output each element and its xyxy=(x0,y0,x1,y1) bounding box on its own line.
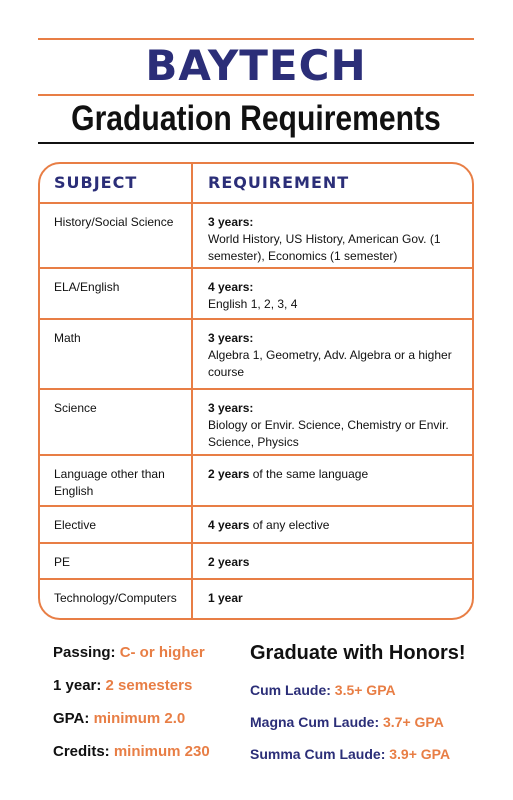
honor-label: Cum Laude: xyxy=(250,682,335,698)
column-header-subject: SUBJECT xyxy=(54,173,138,192)
page-title: Graduation Requirements xyxy=(71,99,441,138)
stat-value: minimum 2.0 xyxy=(93,710,186,727)
subject-cell: Language other than English xyxy=(54,467,165,498)
stat-label: Passing: xyxy=(53,644,120,661)
requirement-details: of the same language xyxy=(249,467,369,481)
requirement-years: 3 years: xyxy=(208,331,254,345)
requirement-details: Algebra 1, Geometry, Adv. Algebra or a higher course xyxy=(208,348,452,379)
stat-label: 1 year: xyxy=(53,677,106,694)
table-row xyxy=(40,202,472,272)
requirement-cell xyxy=(208,320,463,381)
subject-cell: Math xyxy=(54,331,81,345)
honor-summa-cum-laude xyxy=(250,746,450,762)
stat-value: 2 semesters xyxy=(105,677,193,694)
mid-rule xyxy=(38,94,474,96)
requirement-years: 1 year xyxy=(208,591,243,605)
requirement-years: 4 years xyxy=(208,518,250,532)
subject-cell: Science xyxy=(54,401,97,415)
stat-year xyxy=(53,677,192,694)
table-row xyxy=(40,578,472,620)
requirement-cell xyxy=(208,204,463,265)
requirement-cell xyxy=(208,269,463,313)
requirements-table xyxy=(38,162,474,620)
requirement-years: 3 years: xyxy=(208,215,254,229)
honors-title: Graduate with Honors! xyxy=(250,642,466,664)
honor-value: 3.7+ GPA xyxy=(383,714,444,730)
stat-gpa xyxy=(53,710,185,727)
title-underline xyxy=(38,142,474,144)
requirement-details: World History, US History, American Gov. (1 semester), Economics (1 semester) xyxy=(208,232,441,263)
honor-cum-laude xyxy=(250,682,396,698)
stat-passing xyxy=(53,644,205,661)
honor-value: 3.9+ GPA xyxy=(389,746,451,762)
table-row xyxy=(40,267,472,319)
requirement-cell xyxy=(208,507,463,534)
honor-magna-cum-laude xyxy=(250,714,444,730)
requirement-details: Biology or Envir. Science, Chemistry or Envir. Science, Physics xyxy=(208,418,449,449)
requirement-years: 3 years: xyxy=(208,401,254,415)
requirement-years: 2 years xyxy=(208,555,250,569)
requirement-cell xyxy=(208,544,463,571)
stat-value: minimum 230 xyxy=(113,743,210,760)
requirement-cell xyxy=(208,580,463,607)
table-row xyxy=(40,388,472,455)
honor-label: Magna Cum Laude: xyxy=(250,714,384,730)
stat-label: GPA: xyxy=(53,710,94,727)
stat-value: C- or higher xyxy=(119,644,205,661)
requirement-years: 4 years: xyxy=(208,280,254,294)
requirement-details: of any elective xyxy=(249,518,330,532)
table-row xyxy=(40,454,472,506)
subject-cell: Technology/Computers xyxy=(54,591,177,605)
requirement-years: 2 years xyxy=(208,467,250,481)
subject-cell: History/Social Science xyxy=(54,215,174,229)
table-row xyxy=(40,542,472,579)
stat-label: Credits: xyxy=(53,743,114,760)
requirement-details: English 1, 2, 3, 4 xyxy=(208,297,298,311)
stat-credits xyxy=(53,743,210,760)
column-header-requirement: REQUIREMENT xyxy=(208,173,350,192)
honor-label: Summa Cum Laude: xyxy=(250,746,390,762)
requirement-cell xyxy=(208,456,463,483)
honor-value: 3.5+ GPA xyxy=(334,682,396,698)
subject-cell: PE xyxy=(54,555,71,569)
subject-cell: ELA/English xyxy=(54,280,120,294)
table-row xyxy=(40,505,472,543)
brand-title: BAYTECH xyxy=(145,41,367,90)
table-row xyxy=(40,318,472,389)
requirement-cell xyxy=(208,390,463,451)
table-header-row xyxy=(40,164,472,204)
subject-cell: Elective xyxy=(54,518,97,532)
